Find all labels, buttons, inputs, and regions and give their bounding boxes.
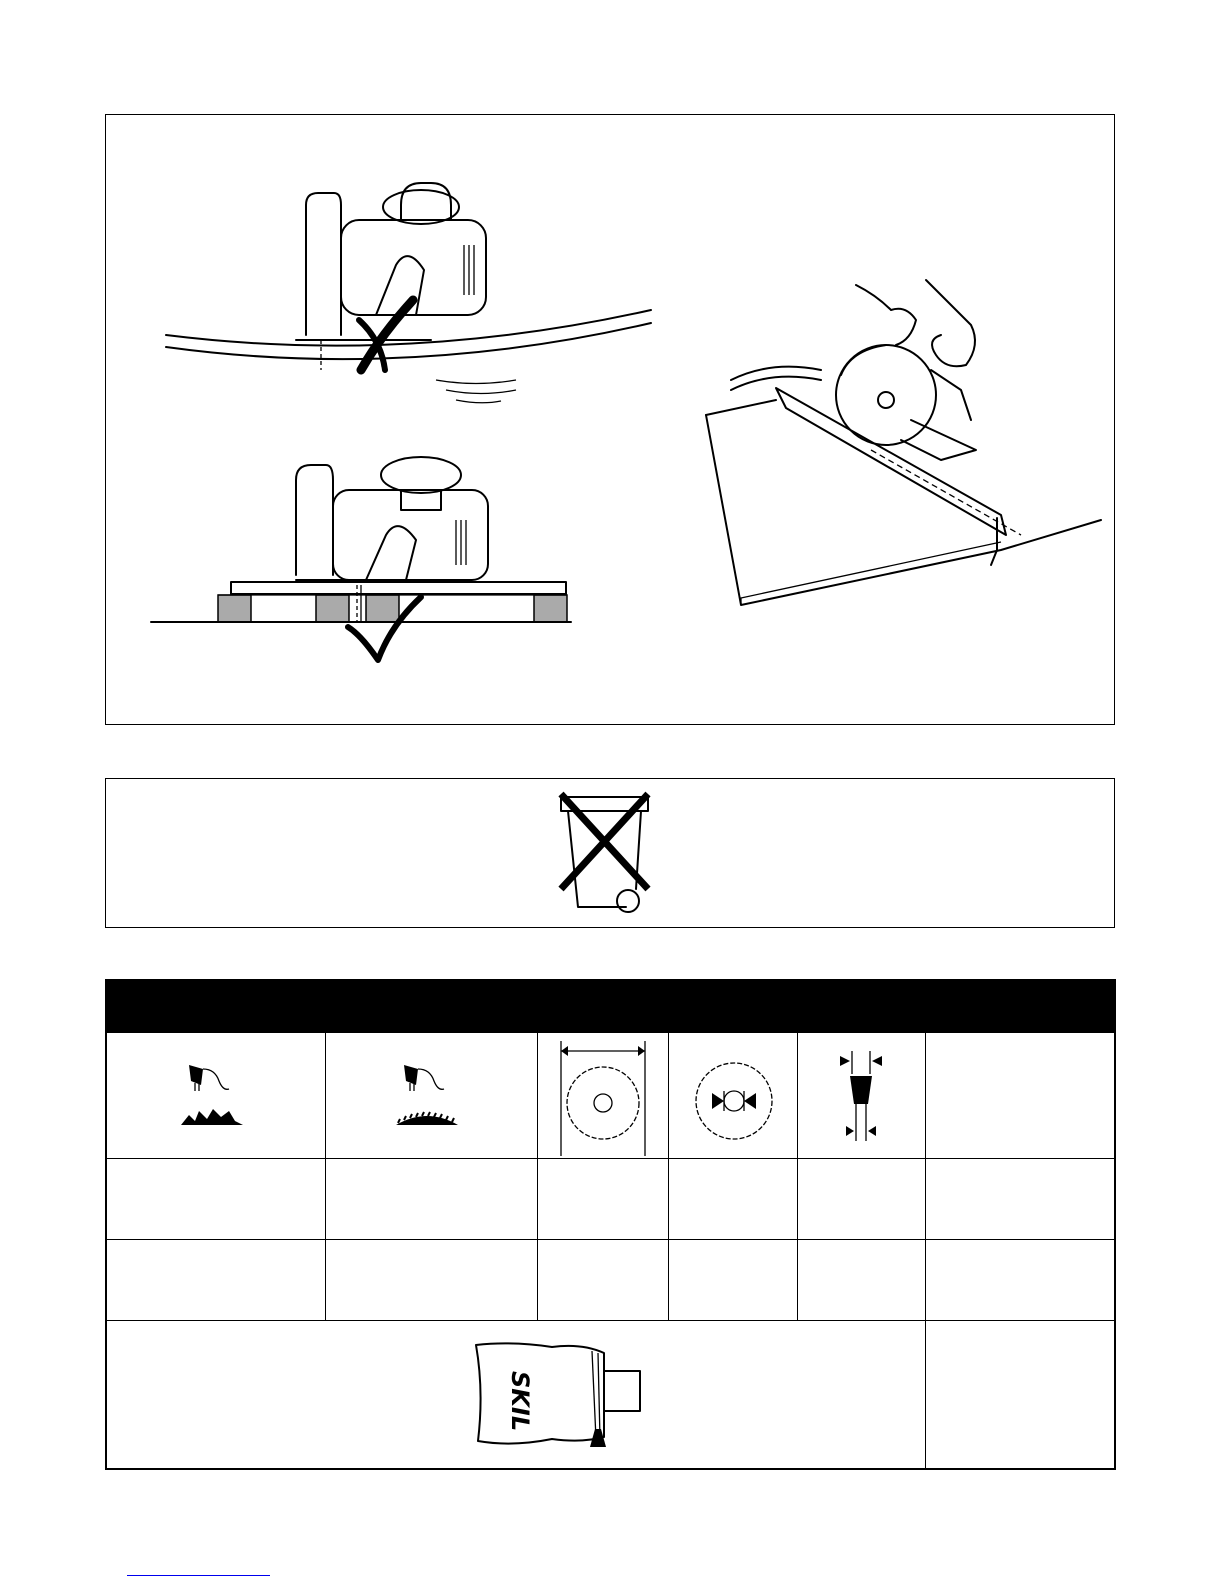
col-divider <box>537 1033 538 1320</box>
dust-bag-icon <box>472 1341 652 1451</box>
row-divider <box>107 1239 1114 1240</box>
crossed-out-wheelie-bin-icon <box>556 789 656 914</box>
disposal-panel <box>105 778 1115 928</box>
row-divider <box>107 1320 1114 1321</box>
skil-logo: SKIL <box>506 1371 534 1432</box>
check-mark-icon <box>346 595 426 665</box>
saw-with-guide-rail-figure <box>701 280 1101 620</box>
table-header-bar <box>107 981 1114 1033</box>
col-divider <box>797 1033 798 1320</box>
rip-cut-blade-icon <box>177 1063 247 1133</box>
kerf-width-icon <box>822 1046 902 1146</box>
footer-link-underline[interactable] <box>127 1575 270 1576</box>
accessory-table <box>105 979 1116 1470</box>
row-divider <box>107 1158 1114 1159</box>
figure-panel <box>105 114 1115 725</box>
col-divider <box>925 1033 926 1468</box>
col-divider <box>325 1033 326 1320</box>
col-divider <box>668 1033 669 1320</box>
cross-mark-icon <box>351 295 421 375</box>
bore-diameter-icon <box>684 1051 784 1151</box>
blade-diameter-icon <box>555 1041 655 1156</box>
fine-cut-blade-icon <box>392 1063 462 1133</box>
